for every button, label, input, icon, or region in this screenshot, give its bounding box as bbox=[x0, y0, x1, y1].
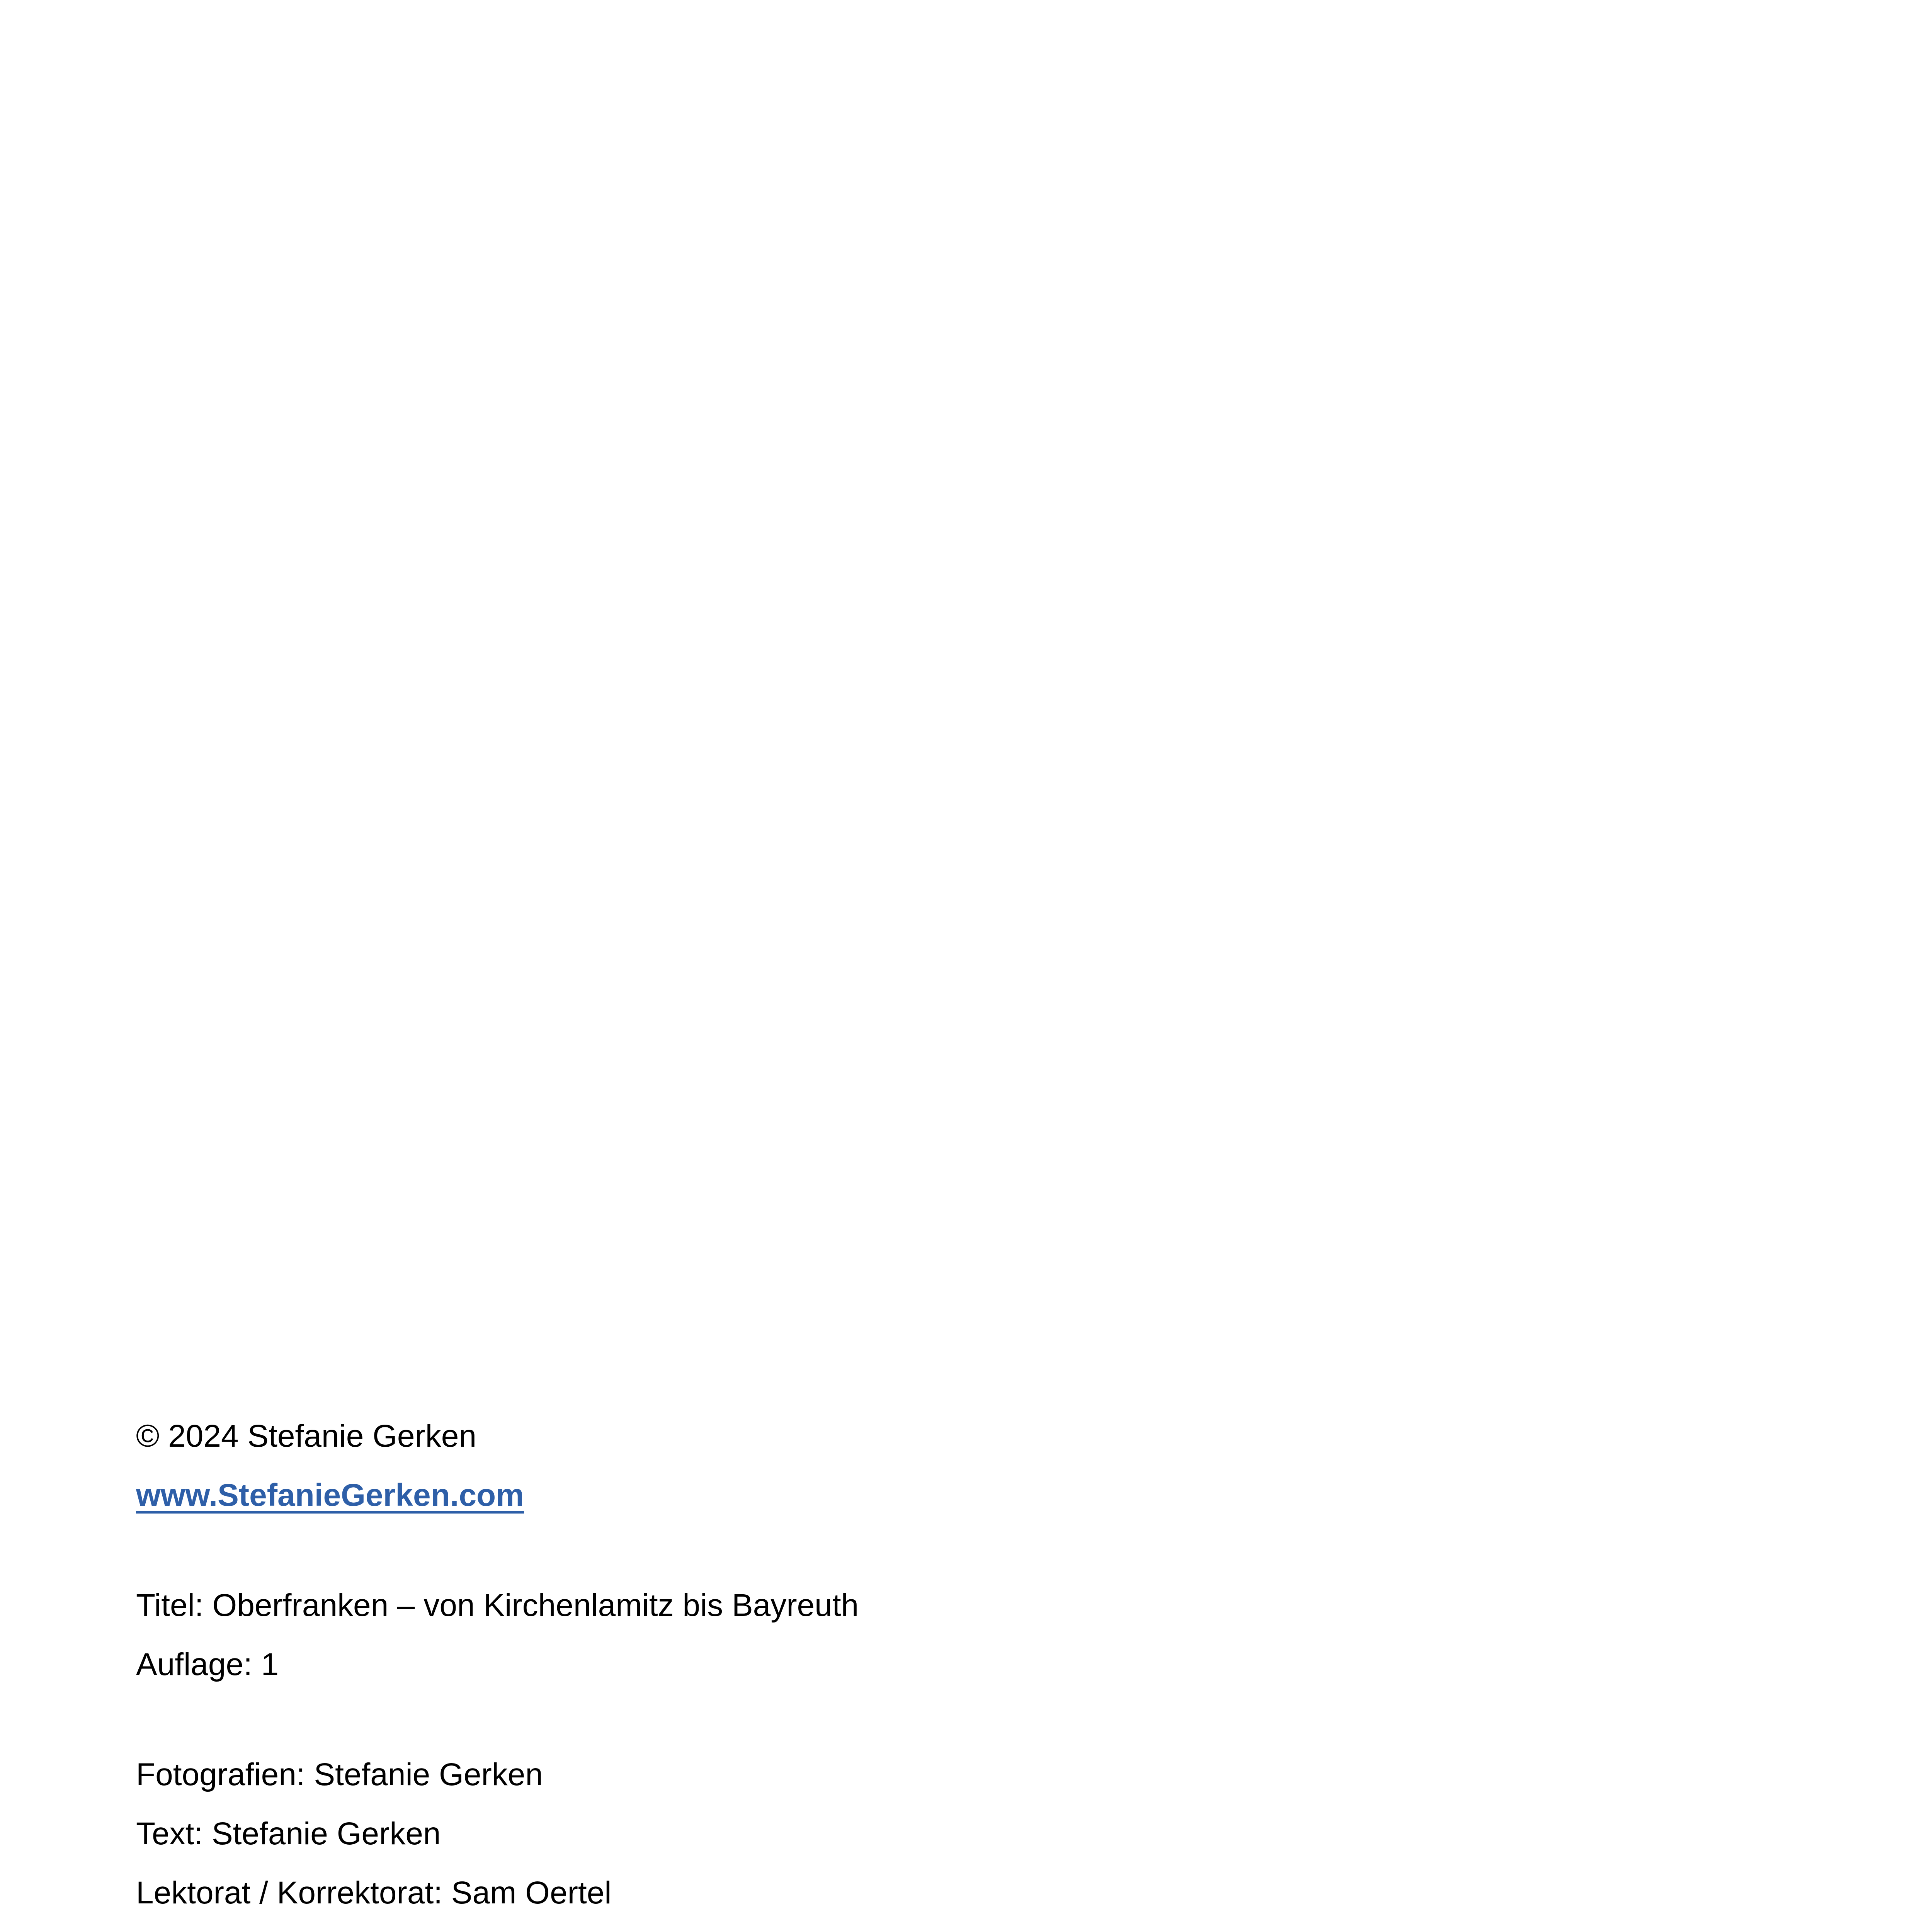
text-credit: Text: Stefanie Gerken bbox=[136, 1816, 441, 1851]
photos-credit: Fotografien: Stefanie Gerken bbox=[136, 1757, 543, 1792]
edition-line: Auflage: 1 bbox=[136, 1647, 279, 1682]
copyright-line: © 2024 Stefanie Gerken bbox=[136, 1418, 476, 1454]
spacer bbox=[90, 1525, 1829, 1576]
spacer bbox=[90, 1694, 1829, 1745]
editing-credit: Lektorat / Korrektorat: Sam Oertel bbox=[136, 1875, 612, 1910]
website-line bbox=[90, 1466, 1829, 1525]
title-line: Titel: Oberfranken – von Kirchenlamitz bis Bayreuth bbox=[136, 1588, 859, 1623]
cover-credit bbox=[90, 1922, 1829, 1932]
imprint-block bbox=[90, 1406, 1829, 1932]
website-link[interactable]: www.StefanieGerken.com bbox=[136, 1478, 524, 1513]
